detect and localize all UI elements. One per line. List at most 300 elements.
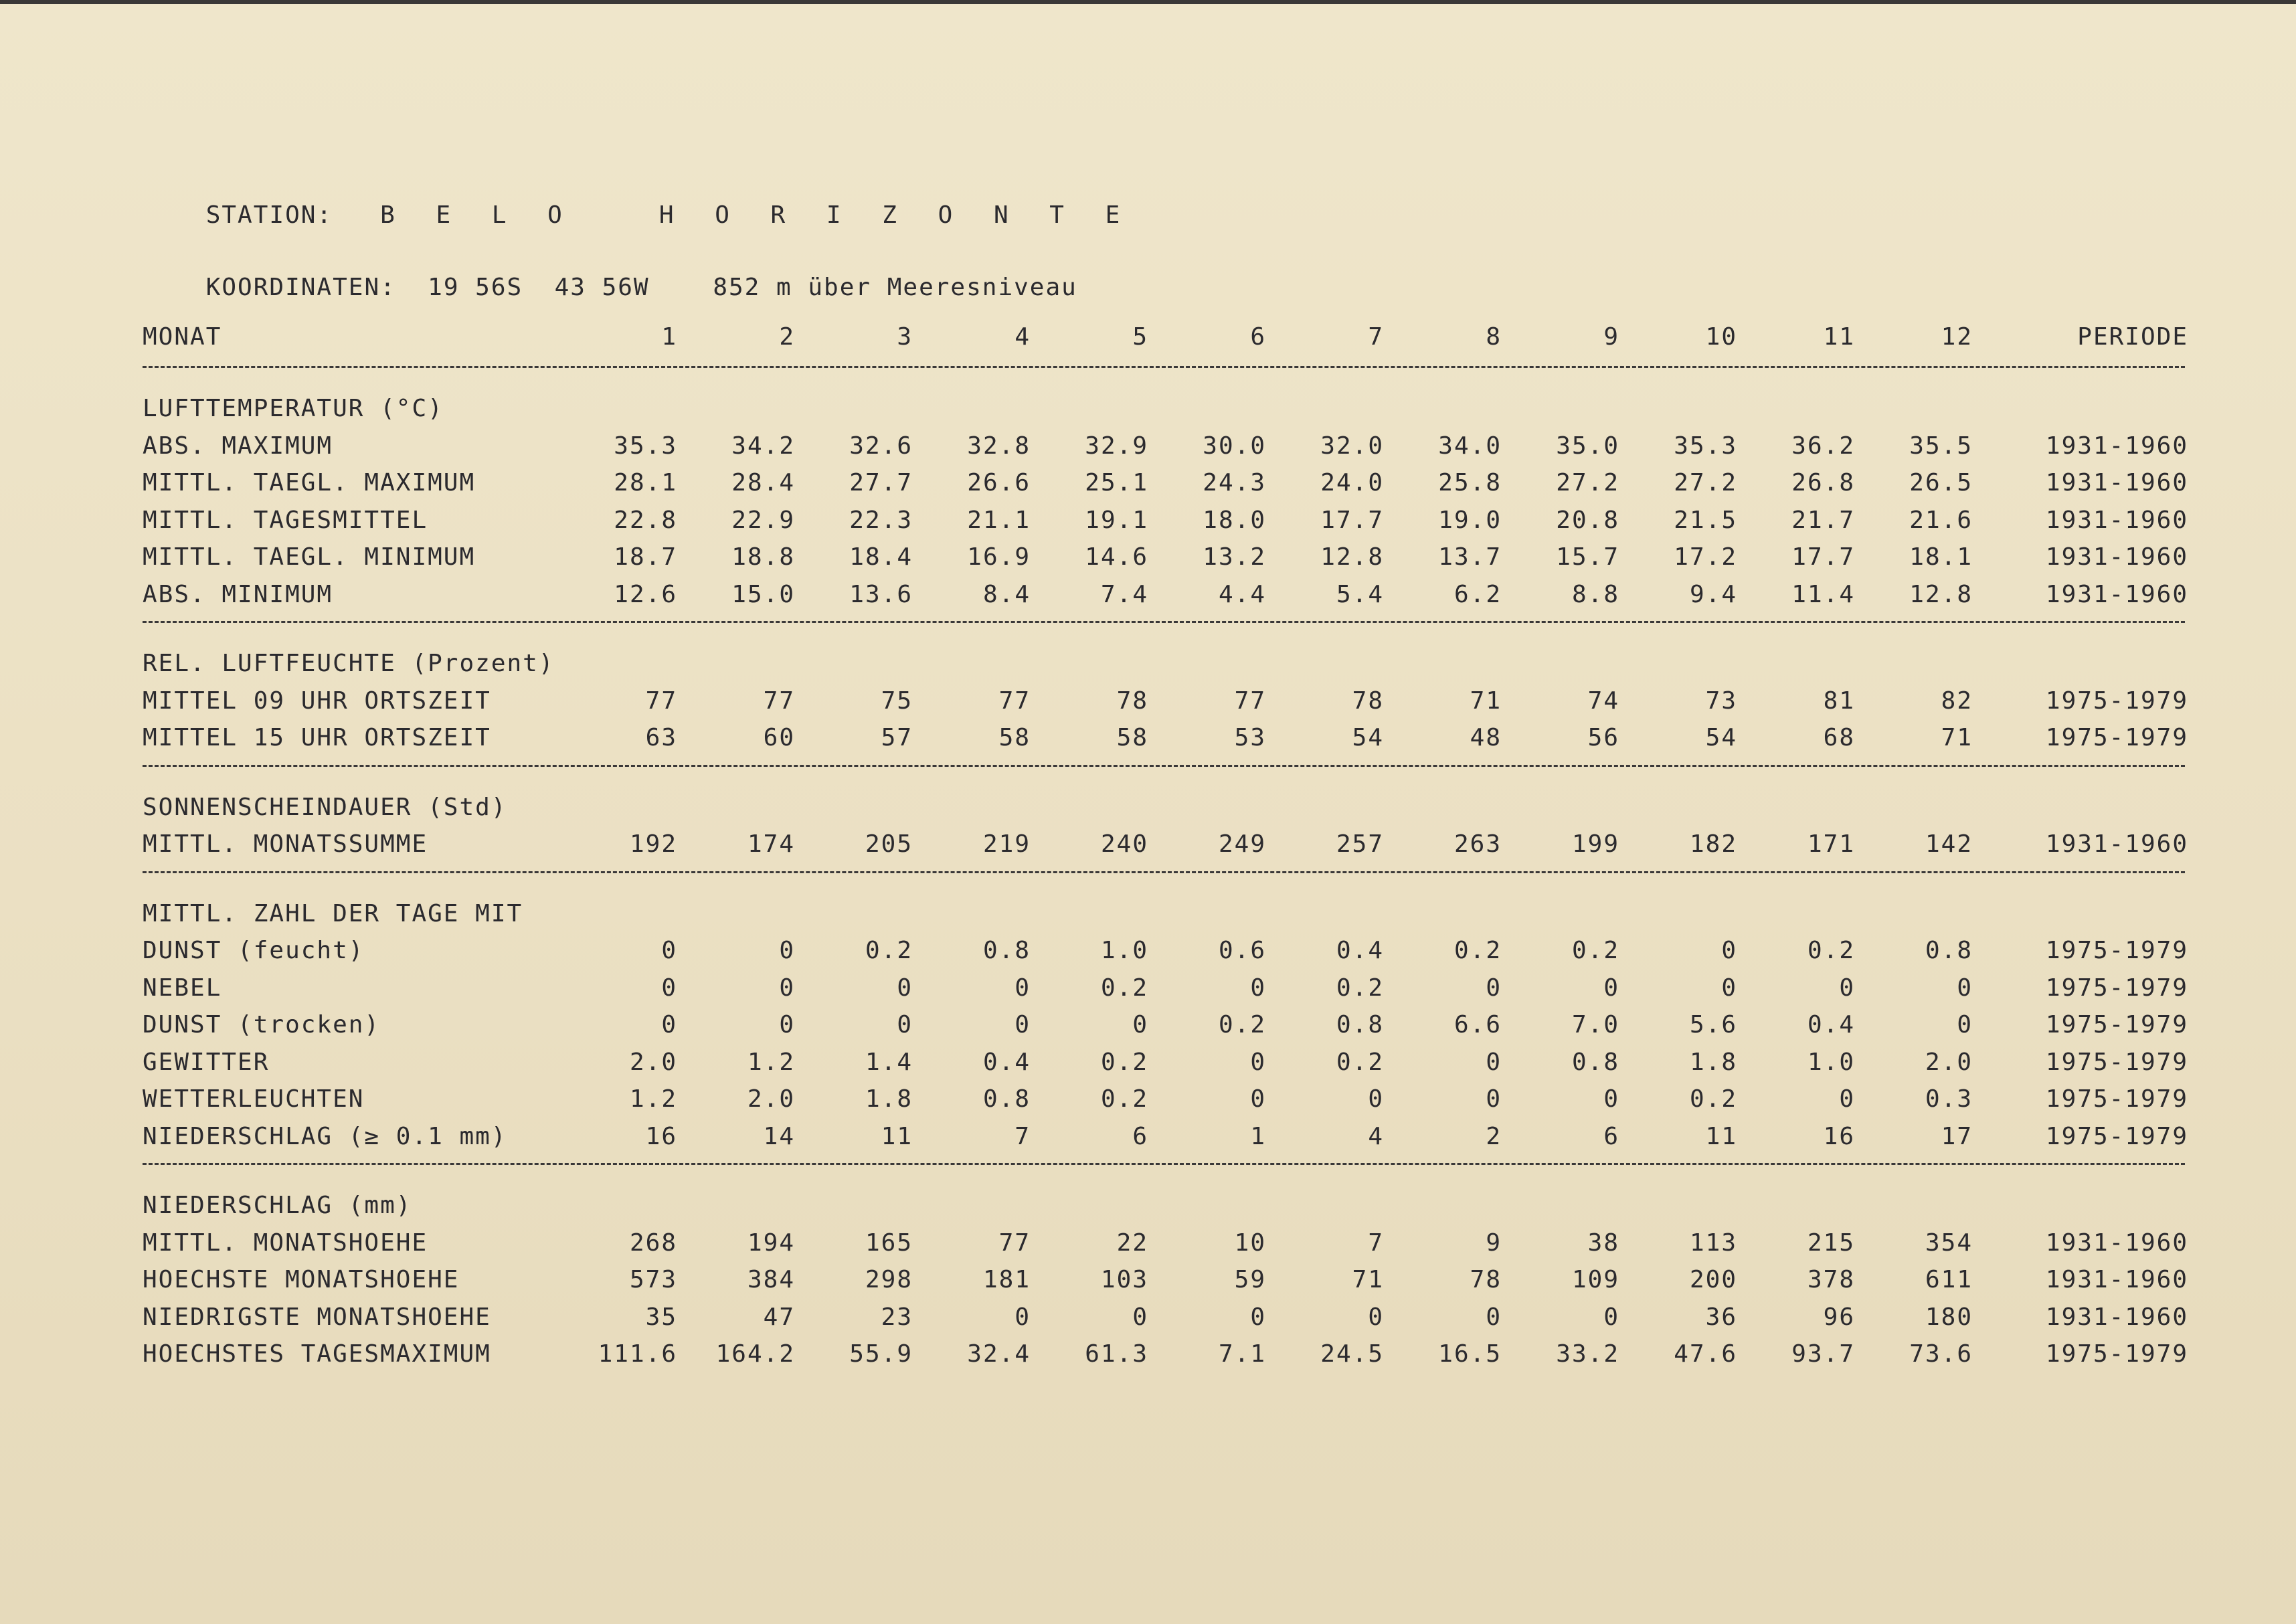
month-value: 6: [1250, 323, 1266, 351]
period-value: 1931-1960: [2045, 1229, 2188, 1257]
month-value: 1.0: [1807, 1048, 1855, 1076]
month-value: 0: [1721, 937, 1737, 964]
month-value: 73: [1705, 687, 1737, 715]
month-value: 4.4: [1218, 580, 1266, 608]
month-value: 192: [629, 830, 677, 858]
month-value: 7: [1368, 323, 1384, 351]
month-value: 0.4: [1336, 937, 1384, 964]
month-value: 78: [1116, 687, 1148, 715]
table-row: [0, 936, 2296, 966]
month-value: 0.6: [1218, 937, 1266, 964]
month-value: 16: [645, 1122, 677, 1150]
month-value: 0: [779, 974, 795, 1002]
month-value: 32.4: [967, 1340, 1031, 1368]
row-label: MITTL. MONATSHOEHE: [143, 1229, 428, 1257]
table-row: [0, 1265, 2296, 1295]
month-value: 4: [1368, 1122, 1384, 1150]
month-value: 0.2: [1100, 1048, 1148, 1076]
month-value: 23: [881, 1303, 913, 1331]
station-name: B E L O H O R I Z O N T E: [380, 201, 1134, 229]
month-value: 14.6: [1085, 543, 1148, 571]
section-title: [0, 1191, 2296, 1221]
month-value: 6.2: [1453, 580, 1502, 608]
month-value: 36.2: [1791, 432, 1855, 460]
month-value: 11: [1823, 323, 1855, 351]
month-value: 0: [1486, 1085, 1502, 1113]
month-value: 5.4: [1336, 580, 1384, 608]
month-value: 0: [1368, 1085, 1384, 1113]
month-value: 38: [1587, 1229, 1619, 1257]
month-value: 0: [779, 1011, 795, 1039]
month-value: 3: [897, 323, 913, 351]
month-value: 109: [1571, 1266, 1619, 1293]
row-label: ABS. MINIMUM: [143, 580, 333, 608]
month-value: 0.2: [865, 937, 913, 964]
table-row: [0, 1085, 2296, 1114]
month-value: 0: [1486, 1048, 1502, 1076]
month-value: 18.4: [849, 543, 913, 571]
month-value: 61.3: [1085, 1340, 1148, 1368]
table-row: [0, 1122, 2296, 1152]
month-value: 200: [1689, 1266, 1737, 1293]
month-value: 298: [865, 1266, 913, 1293]
month-value: 17.2: [1674, 543, 1737, 571]
period-value: 1975-1979: [2045, 1048, 2188, 1076]
month-value: 8: [1486, 323, 1502, 351]
month-value: 47.6: [1674, 1340, 1737, 1368]
month-value: 0: [1486, 974, 1502, 1002]
month-value: 0: [1486, 1303, 1502, 1331]
period-value: 1975-1979: [2045, 974, 2188, 1002]
month-value: 0.2: [1336, 974, 1384, 1002]
month-value: 36: [1705, 1303, 1737, 1331]
month-value: 75: [881, 687, 913, 715]
month-value: 11: [881, 1122, 913, 1150]
month-value: 180: [1925, 1303, 1973, 1331]
month-value: 77: [998, 1229, 1031, 1257]
month-value: 10: [1705, 323, 1737, 351]
month-value: 1.8: [865, 1085, 913, 1113]
period-value: 1975-1979: [2045, 1340, 2188, 1368]
month-value: 0: [897, 1011, 913, 1039]
table-row: [0, 506, 2296, 535]
month-value: 6.6: [1453, 1011, 1502, 1039]
month-value: 78: [1352, 687, 1384, 715]
month-value: 219: [982, 830, 1031, 858]
table-row: [0, 1010, 2296, 1040]
period-value: 1931-1960: [2045, 432, 2188, 460]
coordinates-line: [143, 248, 1077, 328]
month-value: 26.5: [1909, 469, 1973, 497]
month-value: 25.1: [1085, 469, 1148, 497]
month-value: 0.2: [1100, 1085, 1148, 1113]
month-value: 71: [1352, 1266, 1384, 1293]
month-value: 0: [897, 974, 913, 1002]
month-value: 22: [1116, 1229, 1148, 1257]
month-value: 111.6: [598, 1340, 677, 1368]
month-value: 1.2: [629, 1085, 677, 1113]
month-value: 8.4: [982, 580, 1031, 608]
table-row: [0, 468, 2296, 498]
dashed-divider: [143, 366, 2185, 368]
month-value: 32.6: [849, 432, 913, 460]
table-row: [0, 580, 2296, 610]
month-value: 35.5: [1909, 432, 1973, 460]
month-value: 58: [998, 724, 1031, 751]
month-value: 12: [1941, 323, 1973, 351]
month-value: 2: [779, 323, 795, 351]
month-value: 27.7: [849, 469, 913, 497]
month-value: 0: [1132, 1011, 1148, 1039]
section-title: [0, 793, 2296, 822]
month-value: 15.0: [731, 580, 795, 608]
row-label: MITTL. TAEGL. MAXIMUM: [143, 469, 476, 497]
month-value: 199: [1571, 830, 1619, 858]
row-label: HOECHSTE MONATSHOEHE: [143, 1266, 460, 1293]
dashed-divider: [143, 871, 2185, 873]
month-value: 205: [865, 830, 913, 858]
month-value: 0.2: [1336, 1048, 1384, 1076]
month-value: 71: [1470, 687, 1502, 715]
month-value: 0: [1721, 974, 1737, 1002]
month-value: 0: [661, 974, 677, 1002]
month-value: 7: [1014, 1122, 1031, 1150]
month-value: 0.2: [1453, 937, 1502, 964]
row-label: MITTL. TAGESMITTEL: [143, 506, 428, 534]
row-label: DUNST (feucht): [143, 937, 365, 964]
month-value: 5.6: [1689, 1011, 1737, 1039]
header-row: [0, 323, 2296, 352]
month-value: 78: [1470, 1266, 1502, 1293]
month-value: 181: [982, 1266, 1031, 1293]
period-value: 1931-1960: [2045, 506, 2188, 534]
month-value: 10: [1234, 1229, 1266, 1257]
month-value: 22.3: [849, 506, 913, 534]
month-value: 12.8: [1320, 543, 1384, 571]
month-value: 60: [763, 724, 795, 751]
row-label: GEWITTER: [143, 1048, 270, 1076]
month-value: 17.7: [1791, 543, 1855, 571]
month-value: 12.8: [1909, 580, 1973, 608]
month-value: 0.2: [1100, 974, 1148, 1002]
month-value: 48: [1470, 724, 1502, 751]
month-value: 26.6: [967, 469, 1031, 497]
month-value: 9: [1603, 323, 1619, 351]
table-row: [0, 543, 2296, 572]
row-label: MITTL. TAEGL. MINIMUM: [143, 543, 476, 571]
month-value: 35.0: [1556, 432, 1619, 460]
month-value: 74: [1587, 687, 1619, 715]
month-value: 22.8: [614, 506, 677, 534]
month-value: 0: [1839, 974, 1855, 1002]
month-value: 35: [645, 1303, 677, 1331]
month-value: 77: [645, 687, 677, 715]
month-value: 2.0: [1925, 1048, 1973, 1076]
month-value: 55.9: [849, 1340, 913, 1368]
month-value: 0.4: [1807, 1011, 1855, 1039]
month-value: 20.8: [1556, 506, 1619, 534]
dashed-divider: [143, 621, 2185, 623]
month-value: 165: [865, 1229, 913, 1257]
month-value: 71: [1941, 724, 1973, 751]
month-value: 96: [1823, 1303, 1855, 1331]
station-line: [143, 175, 1133, 256]
month-value: 18.8: [731, 543, 795, 571]
month-value: 34.0: [1438, 432, 1502, 460]
month-value: 15.7: [1556, 543, 1619, 571]
table-row: [0, 1229, 2296, 1258]
month-value: 0.8: [982, 1085, 1031, 1113]
month-value: 0: [1250, 1048, 1266, 1076]
month-value: 0: [779, 937, 795, 964]
row-label: WETTERLEUCHTEN: [143, 1085, 365, 1113]
table-row: [0, 974, 2296, 1003]
month-value: 81: [1823, 687, 1855, 715]
dashed-divider: [143, 765, 2185, 767]
month-value: 57: [881, 724, 913, 751]
period-value: 1931-1960: [2045, 543, 2188, 571]
longitude: 43 56W: [554, 274, 650, 301]
period-value: 1931-1960: [2045, 1266, 2188, 1293]
month-value: 0: [1957, 1011, 1973, 1039]
table-row: [0, 687, 2296, 716]
row-label: NIEDRIGSTE MONATSHOEHE: [143, 1303, 491, 1331]
month-value: 7.0: [1571, 1011, 1619, 1039]
row-label: REL. LUFTFEUCHTE (Prozent): [143, 650, 555, 677]
period-value: 1975-1979: [2045, 1011, 2188, 1039]
month-value: 33.2: [1556, 1340, 1619, 1368]
month-value: 0: [1957, 974, 1973, 1002]
month-value: 2: [1486, 1122, 1502, 1150]
month-value: 24.3: [1203, 469, 1266, 497]
period-value: 1975-1979: [2045, 1085, 2188, 1113]
month-value: 82: [1941, 687, 1973, 715]
month-value: 16.5: [1438, 1340, 1502, 1368]
month-value: 21.7: [1791, 506, 1855, 534]
period-value: 1931-1960: [2045, 830, 2188, 858]
row-label: SONNENSCHEINDAUER (Std): [143, 793, 507, 821]
month-value: 0: [1603, 1303, 1619, 1331]
month-value: 53: [1234, 724, 1266, 751]
month-value: 17.7: [1320, 506, 1384, 534]
month-value: 263: [1453, 830, 1502, 858]
row-label: MITTEL 09 UHR ORTSZEIT: [143, 687, 491, 715]
month-value: 32.8: [967, 432, 1031, 460]
month-value: 2.0: [629, 1048, 677, 1076]
row-label: NEBEL: [143, 974, 222, 1002]
row-label: MITTL. MONATSSUMME: [143, 830, 428, 858]
table-row: [0, 1048, 2296, 1077]
month-value: 4: [1014, 323, 1031, 351]
month-value: 0: [1014, 1011, 1031, 1039]
month-value: 5: [1132, 323, 1148, 351]
month-value: 384: [747, 1266, 795, 1293]
period-value: 1975-1979: [2045, 687, 2188, 715]
month-value: 47: [763, 1303, 795, 1331]
month-value: 28.1: [614, 469, 677, 497]
month-value: 2.0: [747, 1085, 795, 1113]
month-value: 1.0: [1100, 937, 1148, 964]
month-value: 26.8: [1791, 469, 1855, 497]
month-value: 11: [1705, 1122, 1737, 1150]
month-value: 164.2: [715, 1340, 795, 1368]
period-value: 1975-1979: [2045, 724, 2188, 751]
month-value: 0.3: [1925, 1085, 1973, 1113]
month-value: 0: [1014, 974, 1031, 1002]
dashed-divider: [143, 1163, 2185, 1165]
month-value: 6: [1603, 1122, 1619, 1150]
month-value: 573: [629, 1266, 677, 1293]
row-label: MITTL. ZAHL DER TAGE MIT: [143, 899, 523, 927]
month-value: 0: [1250, 1303, 1266, 1331]
month-value: 113: [1689, 1229, 1737, 1257]
row-label: HOECHSTES TAGESMAXIMUM: [143, 1340, 491, 1368]
month-value: 54: [1705, 724, 1737, 751]
period-value: 1931-1960: [2045, 1303, 2188, 1331]
month-value: 103: [1100, 1266, 1148, 1293]
month-value: 12.6: [614, 580, 677, 608]
month-value: 0: [1014, 1303, 1031, 1331]
month-value: 0: [1132, 1303, 1148, 1331]
row-label: ABS. MAXIMUM: [143, 432, 333, 460]
row-label: MITTEL 15 UHR ORTSZEIT: [143, 724, 491, 751]
station-label: STATION:: [205, 201, 333, 229]
row-label: DUNST (trocken): [143, 1011, 381, 1039]
month-value: 7: [1368, 1229, 1384, 1257]
month-value: 58: [1116, 724, 1148, 751]
table-row: [0, 723, 2296, 753]
month-value: 17: [1941, 1122, 1973, 1150]
month-value: 0.2: [1807, 937, 1855, 964]
month-value: 1.8: [1689, 1048, 1737, 1076]
month-value: 77: [763, 687, 795, 715]
month-value: 0.8: [1571, 1048, 1619, 1076]
month-value: 6: [1132, 1122, 1148, 1150]
month-value: 268: [629, 1229, 677, 1257]
month-value: 63: [645, 724, 677, 751]
month-value: 174: [747, 830, 795, 858]
month-value: 35.3: [614, 432, 677, 460]
month-value: 0.2: [1218, 1011, 1266, 1039]
month-value: 21.6: [1909, 506, 1973, 534]
month-value: 25.8: [1438, 469, 1502, 497]
month-value: 378: [1807, 1266, 1855, 1293]
month-value: 0: [1368, 1303, 1384, 1331]
table-row: [0, 432, 2296, 461]
month-value: 18.7: [614, 543, 677, 571]
month-value: 0: [1250, 974, 1266, 1002]
month-value: 354: [1925, 1229, 1973, 1257]
month-value: 59: [1234, 1266, 1266, 1293]
month-value: 249: [1218, 830, 1266, 858]
table-row: [0, 1303, 2296, 1332]
row-label: NIEDERSCHLAG (mm): [143, 1192, 412, 1219]
month-value: 0: [1839, 1085, 1855, 1113]
period-value: 1975-1979: [2045, 937, 2188, 964]
month-value: 1.2: [747, 1048, 795, 1076]
month-value: 182: [1689, 830, 1737, 858]
month-value: 142: [1925, 830, 1973, 858]
month-value: 77: [1234, 687, 1266, 715]
month-value: 0: [1250, 1085, 1266, 1113]
month-value: 13.6: [849, 580, 913, 608]
month-value: 7.1: [1218, 1340, 1266, 1368]
month-value: 13.7: [1438, 543, 1502, 571]
month-value: 0: [1603, 1085, 1619, 1113]
altitude: 852 m über Meeresniveau: [713, 274, 1077, 301]
section-title: [0, 899, 2296, 929]
month-value: 0.2: [1689, 1085, 1737, 1113]
month-value: 19.1: [1085, 506, 1148, 534]
coordinates-label: KOORDINATEN:: [205, 274, 396, 301]
month-value: 19.0: [1438, 506, 1502, 534]
month-value: 16.9: [967, 543, 1031, 571]
table-row: [0, 830, 2296, 859]
month-value: 24.5: [1320, 1340, 1384, 1368]
month-value: 56: [1587, 724, 1619, 751]
month-value: 24.0: [1320, 469, 1384, 497]
month-value: 0.8: [1925, 937, 1973, 964]
month-value: 77: [998, 687, 1031, 715]
month-value: 30.0: [1203, 432, 1266, 460]
month-value: 0.8: [1336, 1011, 1384, 1039]
month-value: 34.2: [731, 432, 795, 460]
month-value: 8.8: [1571, 580, 1619, 608]
month-value: 7.4: [1100, 580, 1148, 608]
period-value: 1975-1979: [2045, 1122, 2188, 1150]
month-value: 1.4: [865, 1048, 913, 1076]
month-value: 9: [1486, 1229, 1502, 1257]
month-value: 611: [1925, 1266, 1973, 1293]
table-row: [0, 1340, 2296, 1369]
month-value: 215: [1807, 1229, 1855, 1257]
month-value: 194: [747, 1229, 795, 1257]
month-value: 22.9: [731, 506, 795, 534]
month-value: 27.2: [1556, 469, 1619, 497]
month-value: 27.2: [1674, 469, 1737, 497]
month-value: 13.2: [1203, 543, 1266, 571]
month-value: 257: [1336, 830, 1384, 858]
month-value: 54: [1352, 724, 1384, 751]
month-value: 21.5: [1674, 506, 1737, 534]
month-value: 16: [1823, 1122, 1855, 1150]
row-label: NIEDERSCHLAG (≥ 0.1 mm): [143, 1122, 507, 1150]
month-value: 21.1: [967, 506, 1031, 534]
month-value: 18.1: [1909, 543, 1973, 571]
month-value: 32.9: [1085, 432, 1148, 460]
section-title: [0, 649, 2296, 679]
month-value: 28.4: [731, 469, 795, 497]
row-label: LUFTTEMPERATUR (°C): [143, 395, 444, 422]
period-value: 1931-1960: [2045, 469, 2188, 497]
row-label: MONAT: [143, 323, 222, 351]
month-value: 0.4: [982, 1048, 1031, 1076]
month-value: 9.4: [1689, 580, 1737, 608]
month-value: 11.4: [1791, 580, 1855, 608]
month-value: 14: [763, 1122, 795, 1150]
month-value: 0: [661, 1011, 677, 1039]
period-value: 1931-1960: [2045, 580, 2188, 608]
month-value: 35.3: [1674, 432, 1737, 460]
month-value: 0: [661, 937, 677, 964]
month-value: 0: [1603, 974, 1619, 1002]
month-value: 1: [1250, 1122, 1266, 1150]
section-title: [0, 394, 2296, 424]
month-value: 32.0: [1320, 432, 1384, 460]
month-value: 171: [1807, 830, 1855, 858]
month-value: 0.8: [982, 937, 1031, 964]
month-value: 68: [1823, 724, 1855, 751]
